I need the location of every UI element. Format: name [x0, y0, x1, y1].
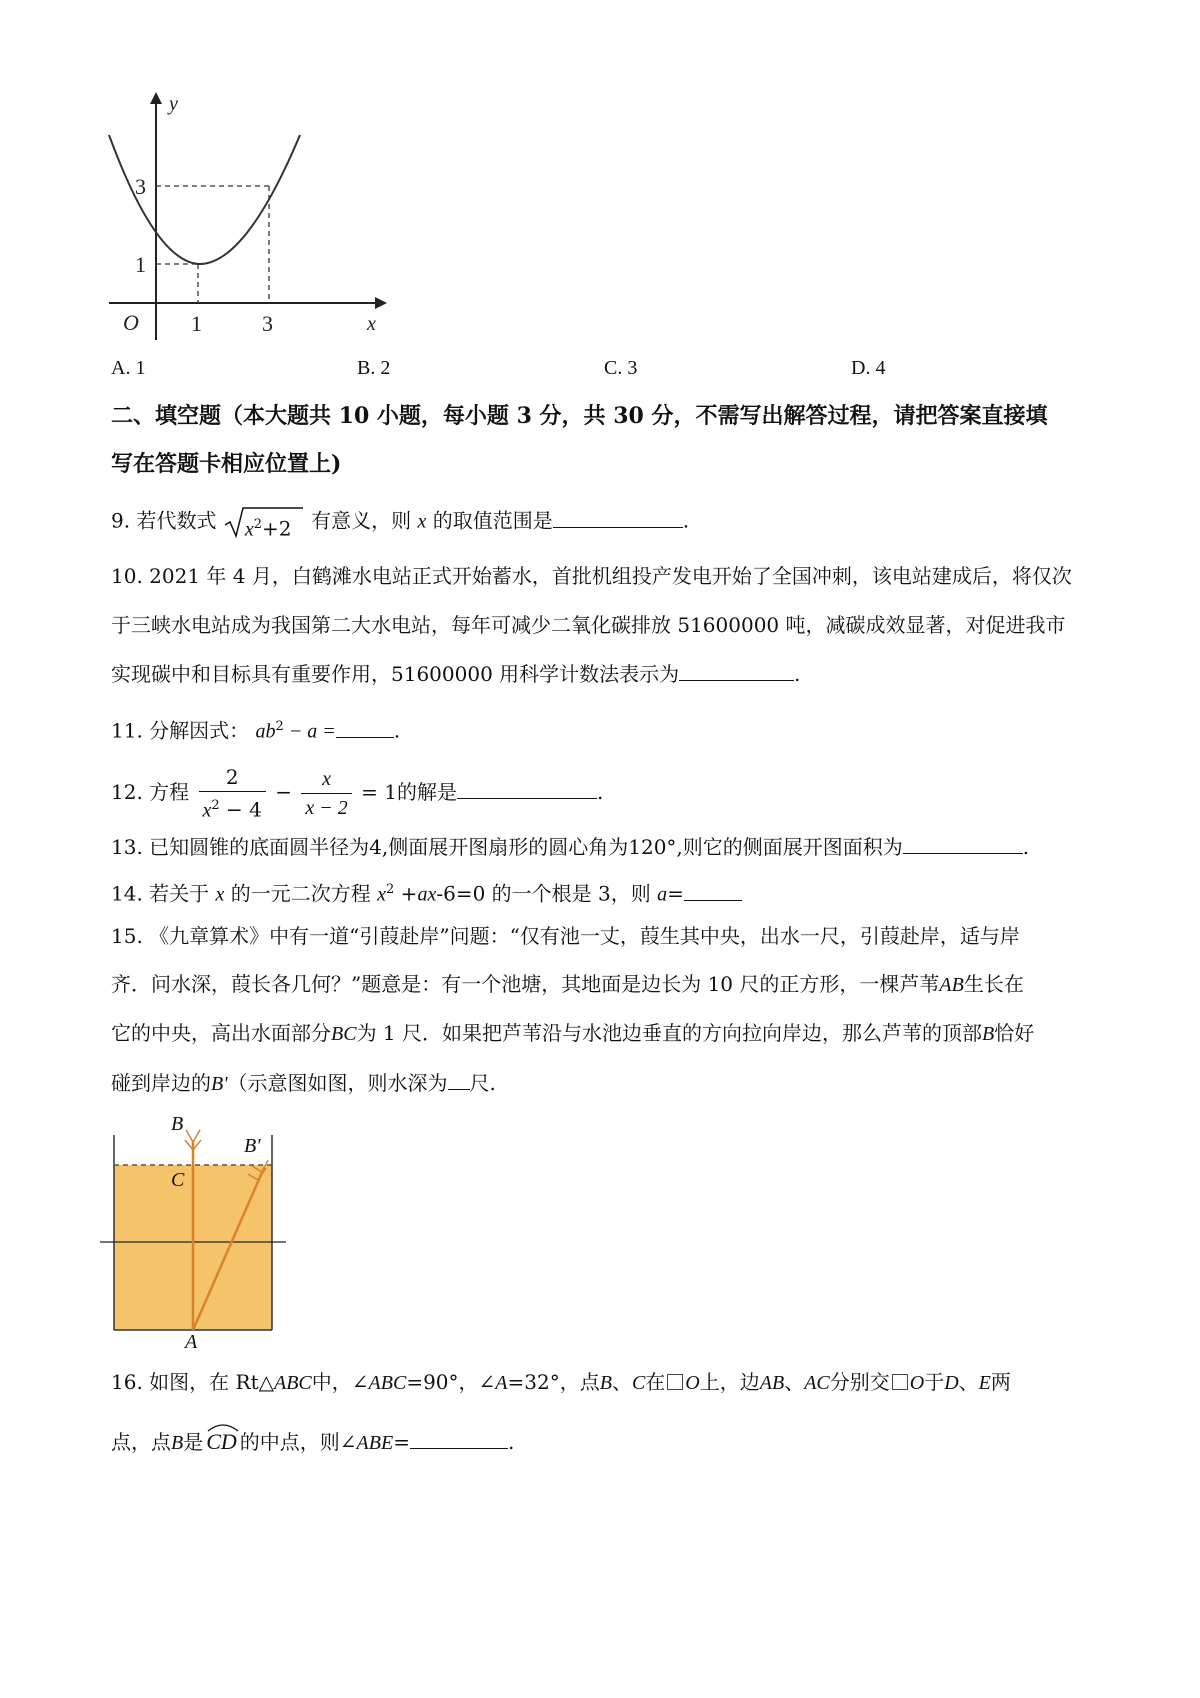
pond-diagram	[100, 1110, 300, 1350]
q13-end: .	[1022, 835, 1030, 859]
q16-abe: ABE	[356, 1432, 394, 1454]
q16-mid7: 于	[924, 1370, 945, 1394]
q16-b: B	[599, 1372, 612, 1394]
q16-mid5: 上，边	[699, 1370, 760, 1394]
q12-f2-denominator: x − 2	[305, 797, 348, 819]
q9-sqrt	[223, 505, 305, 539]
y-axis-arrow	[150, 92, 162, 104]
q12-f2-numerator: x	[301, 765, 351, 794]
q16-e: E	[978, 1372, 991, 1394]
q14-eq-rest2: -6=0	[436, 881, 486, 906]
question-16-line2	[111, 1428, 514, 1457]
q14-eq-ax: ax	[417, 883, 437, 906]
q9-mid: 有意义，则	[311, 508, 412, 533]
label-c: C	[171, 1169, 185, 1191]
q15-line4-end: 尺.	[469, 1071, 496, 1095]
q16-mid1: 中，∠	[311, 1370, 369, 1394]
y-axis-label: y	[169, 93, 178, 115]
q14-var: x	[215, 883, 225, 906]
q14-a: a	[657, 883, 668, 906]
question-12	[111, 762, 603, 824]
q16-abc2: ABC	[368, 1372, 407, 1394]
question-10-line3	[111, 660, 801, 688]
q12-pre: 12. 方程	[111, 780, 190, 804]
q15-line2-pre: 齐．问水深，葭长各几何？”题意是：有一个池塘，其地面是边长为 10 尺的正方形，一棵芦苇	[111, 972, 940, 996]
q13-text: 13. 已知圆锥的底面圆半径为4,侧面展开图扇形的圆心角为120°,则它的侧面展开图面积为	[111, 835, 903, 859]
q14-mid: 的一元二次方程	[230, 881, 371, 906]
parabola-curve	[109, 135, 300, 264]
q9-radicand-exp: 2	[253, 517, 262, 532]
q15-ab: AB	[939, 974, 964, 996]
q9-post: 的取值范围是	[432, 508, 553, 533]
q16-ab: AB	[759, 1372, 785, 1394]
q11-expr-exp: 2	[275, 719, 284, 734]
q16-arc: CD	[206, 1428, 237, 1456]
q15-line4-pre: 碰到岸边的	[111, 1071, 211, 1095]
q15-b: B	[982, 1023, 995, 1045]
q16-mid2: =90°，∠	[406, 1370, 496, 1394]
q16-sep3: 、	[958, 1370, 979, 1394]
question-15-line1: 15. 《九章算术》中有一道“引葭赴岸”问题：“仅有池一丈，葭生其中央，出水一尺，引葭赴岸，适与岸	[111, 924, 1020, 948]
option-b[interactable]: B. 2	[357, 357, 391, 379]
q16-line2-pre: 点，点	[111, 1430, 171, 1454]
x-axis-arrow	[375, 297, 387, 309]
question-10-line2: 于三峡水电站成为我国第二大水电站，每年可减少二氧化碳排放 51600000 吨，减碳成效显著，对促进我市	[111, 613, 1066, 637]
q16-mid4: 在	[645, 1370, 666, 1394]
q12-fraction-1	[199, 763, 266, 825]
question-15-line2	[111, 970, 1024, 999]
q14-eq-rest1: +	[394, 881, 418, 906]
q11-expr-rest: − a =	[283, 720, 336, 743]
question-10-line1: 10. 2021 年 4 月，白鹤滩水电站正式开始蓄水，首批机组投产发电开始了全国冲刺，该电站建成后，将仅次	[111, 564, 1072, 588]
q16-line2-end: =	[393, 1430, 410, 1454]
q11-end: .	[393, 718, 401, 743]
q15-bc: BC	[331, 1023, 357, 1045]
option-a[interactable]: A. 1	[111, 357, 146, 379]
q14-answer-blank[interactable]	[684, 882, 742, 901]
label-b: B	[171, 1113, 184, 1135]
q16-sep2: 、	[784, 1370, 805, 1394]
q16-abc: ABC	[274, 1372, 312, 1394]
q15-line4-post: （示意图如图，则水深为	[227, 1071, 448, 1095]
q16-end: .	[507, 1430, 515, 1454]
q16-ac: AC	[804, 1372, 830, 1394]
question-16-line1	[111, 1368, 1011, 1397]
q16-mid6: 分别交	[829, 1370, 890, 1394]
q12-end: .	[596, 780, 604, 804]
x-tick-3: 3	[262, 311, 273, 336]
q11-answer-blank[interactable]	[336, 719, 394, 738]
q16-c: C	[631, 1372, 646, 1394]
section2-heading-line1: 二、填空题（本大题共 10 小题，每小题 3 分，共 30 分，不需写出解答过程，请把答案直接填	[111, 403, 1048, 429]
parabola-graph	[95, 90, 395, 350]
q12-f1-numerator: 2	[199, 763, 266, 792]
q16-o: O	[685, 1372, 700, 1394]
origin-label: O	[123, 310, 139, 335]
section2-heading-line2: 写在答题卡相应位置上)	[111, 451, 342, 477]
q12-answer-blank[interactable]	[457, 780, 597, 799]
q16-answer-blank[interactable]	[410, 1430, 508, 1449]
q16-o2: O	[909, 1372, 925, 1394]
q16-mid3: =32°，点	[507, 1370, 600, 1394]
question-15-line3	[111, 1019, 1034, 1048]
question-13	[111, 833, 1029, 861]
q16-circle-icon	[667, 1374, 683, 1390]
label-bprime: B′	[244, 1135, 261, 1157]
q12-fraction-2	[301, 765, 351, 822]
q16-a: A	[495, 1372, 508, 1394]
x-axis-label: x	[367, 313, 376, 335]
q16-circle-icon-2	[892, 1374, 908, 1390]
q15-line3-end: 恰好	[994, 1021, 1035, 1045]
q9-pre: 9. 若代数式	[111, 508, 217, 533]
y-tick-3: 3	[135, 174, 146, 199]
q12-eq: = 1	[361, 780, 397, 804]
q14-eq-exp: 2	[386, 882, 395, 897]
q13-answer-blank[interactable]	[903, 835, 1023, 854]
q14-pre: 14. 若关于	[111, 881, 210, 906]
q15-line2-post: 生长在	[963, 972, 1024, 996]
q16-d: D	[944, 1372, 959, 1394]
q12-f1-denominator: $x^2 - 4$	[202, 797, 262, 822]
q14-eq-x: x	[377, 883, 387, 906]
question-14	[111, 876, 742, 909]
q9-var: x	[417, 510, 427, 533]
q10-line3-text: 实现碳中和目标具有重要作用，51600000 用科学计数法表示为	[111, 662, 680, 686]
q15-line3-pre: 它的中央，高出水面部分	[111, 1021, 331, 1045]
q16-line2-mid: 是	[183, 1430, 204, 1454]
y-tick-1: 1	[135, 252, 146, 277]
label-a: A	[185, 1331, 198, 1350]
q11-pre: 11. 分解因式：	[111, 718, 250, 743]
q12-post: 的解是	[396, 780, 457, 804]
question-15-line4	[111, 1069, 496, 1098]
option-c[interactable]: C. 3	[604, 357, 638, 379]
q10-answer-blank[interactable]	[679, 662, 794, 681]
q16-b2: B	[171, 1432, 184, 1454]
q15-answer-blank[interactable]	[448, 1071, 470, 1090]
q16-line2-mid2: 的中点，则∠	[239, 1430, 357, 1454]
q10-end: .	[794, 662, 801, 686]
q11-expr-ab: ab	[255, 720, 276, 743]
q16-line1-end: 两	[990, 1370, 1011, 1394]
x-tick-1: 1	[191, 311, 202, 336]
q15-line3-post: 为 1 尺．如果把芦苇沿与水池边垂直的方向拉向岸边，那么芦苇的顶部	[356, 1021, 983, 1045]
question-9	[111, 505, 689, 539]
question-11	[111, 713, 400, 746]
q9-answer-blank[interactable]	[553, 509, 683, 528]
q14-post: 的一个根是 3，则	[491, 881, 651, 906]
q12-minus: −	[275, 780, 293, 804]
q14-eqsign: =	[667, 881, 684, 906]
q16-sep1: 、	[611, 1370, 632, 1394]
q9-radicand-rest: +2	[261, 516, 292, 541]
q9-end: .	[682, 508, 690, 533]
q15-bprime: B'	[211, 1073, 228, 1095]
q9-radicand-x: x	[244, 518, 254, 541]
option-d[interactable]: D. 4	[851, 357, 886, 379]
q16-pre: 16. 如图，在 Rt△	[111, 1370, 274, 1394]
